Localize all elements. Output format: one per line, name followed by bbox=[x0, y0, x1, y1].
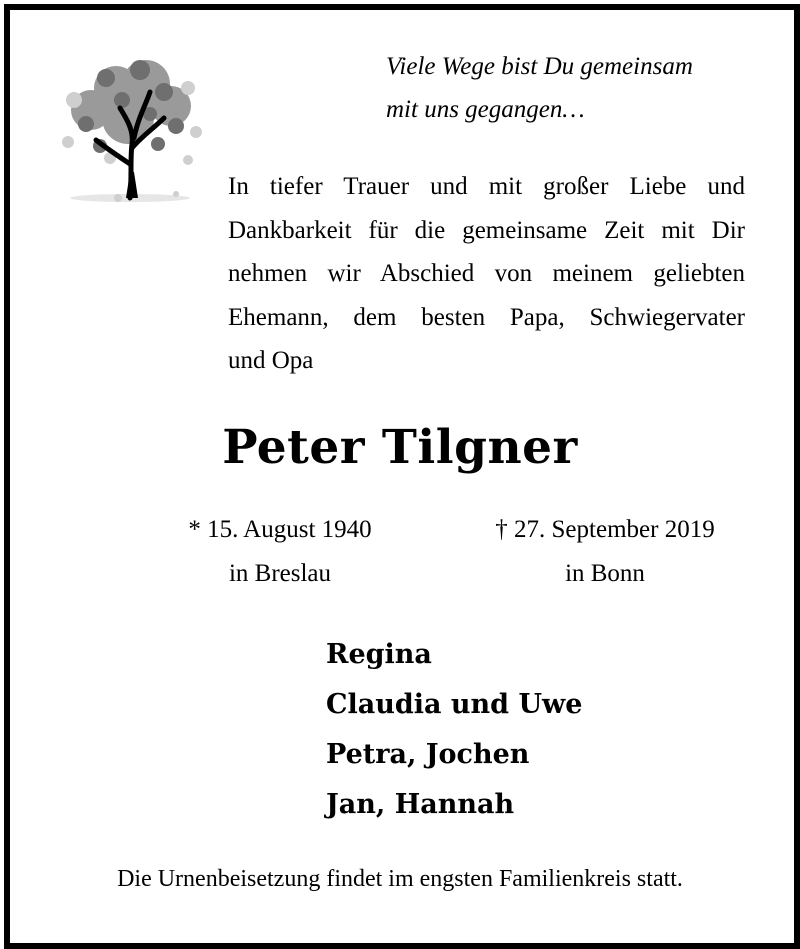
death-info bbox=[460, 508, 750, 596]
intro-line: Ehemann, dem besten Papa, Schwiegervater bbox=[228, 303, 745, 331]
family-member: Regina bbox=[326, 639, 432, 670]
intro-line: und Opa bbox=[228, 347, 314, 374]
tree-icon bbox=[46, 48, 214, 208]
family-member: Petra, Jochen bbox=[326, 739, 530, 770]
intro-line: Dankbarkeit für die gemeinsame Zeit mit Dir bbox=[228, 216, 745, 244]
quote-line: Viele Wege bist Du gemeinsam bbox=[386, 53, 693, 80]
epitaph-quote bbox=[386, 45, 756, 131]
intro-line: nehmen wir Abschied von meinem geliebten bbox=[228, 260, 745, 287]
birth-place: in Breslau bbox=[228, 560, 332, 587]
quote-line: mit uns gegangen… bbox=[386, 96, 585, 123]
family-member: Claudia und Uwe bbox=[326, 689, 583, 720]
family-list bbox=[326, 630, 582, 830]
intro-text bbox=[228, 165, 745, 383]
intro-line: In tiefer Trauer und mit großer Liebe und bbox=[228, 173, 745, 200]
burial-notice: Die Urnenbeisetzung findet im engsten Familienkreis statt. bbox=[117, 866, 683, 892]
family-member: Jan, Hannah bbox=[326, 789, 515, 820]
death-date: † 27. September 2019 bbox=[495, 516, 715, 543]
death-place: in Bonn bbox=[565, 560, 645, 587]
birth-info bbox=[165, 508, 395, 596]
birth-date: * 15. August 1940 bbox=[188, 516, 372, 543]
deceased-name: Peter Tilgner bbox=[222, 420, 578, 475]
